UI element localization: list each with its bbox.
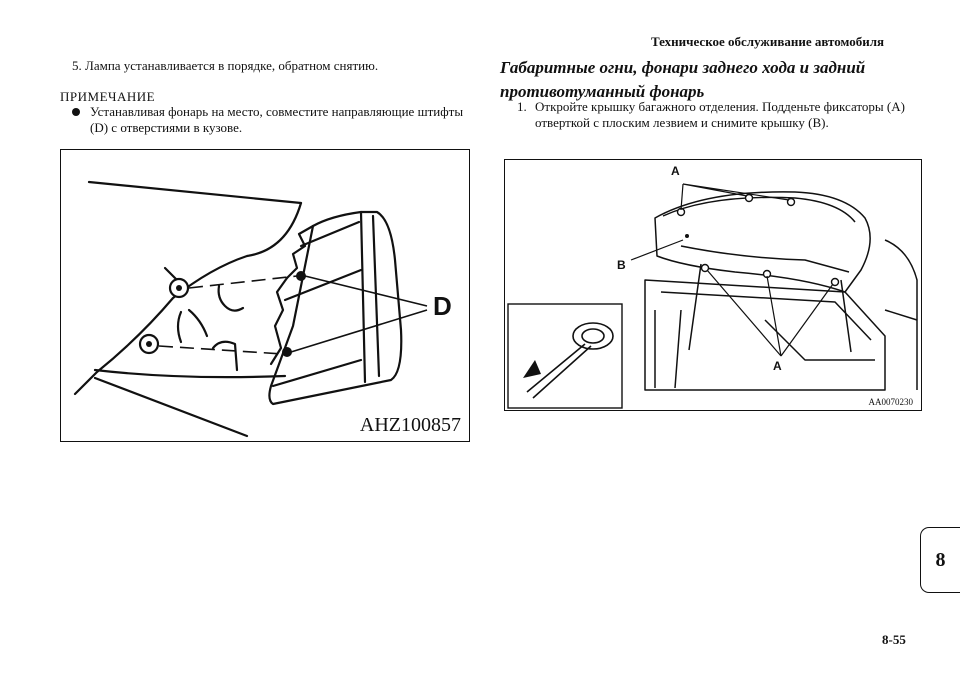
- figure-code-right: AA0070230: [868, 397, 913, 407]
- inset-frame: [508, 304, 622, 408]
- step-1-number: 1.: [517, 99, 527, 114]
- figure-lamp-install: [60, 149, 470, 442]
- bullet-dot-icon: [72, 108, 80, 116]
- section-title: Габаритные огни, фонари заднего хода и задний противотуманный фонарь: [500, 58, 866, 101]
- lamp-install-illustration: [61, 150, 469, 441]
- note-bullet: [72, 104, 472, 136]
- note-heading: ПРИМЕЧАНИЕ: [60, 89, 156, 104]
- page-number: 8-55: [882, 632, 906, 647]
- step-1: [517, 99, 917, 131]
- label-a-bottom: A: [773, 359, 782, 373]
- note-bullet-text: Устанавливая фонарь на место, совместите направляющие штифты (D) с отверстиями в кузове.: [90, 104, 464, 135]
- label-d-pins: D: [433, 291, 452, 321]
- running-header: Техническое обслуживание автомобиля: [651, 34, 885, 49]
- step-1-text: Откройте крышку багажного отделения. Подденьте фиксаторы (A) отверткой с плоским лезвием и снимите крышку (B).: [535, 99, 905, 130]
- figure-trunk-trim: [504, 159, 922, 411]
- figure-code-left: AHZ100857: [359, 414, 461, 436]
- label-a-top: A: [671, 164, 680, 178]
- label-b-cover: B: [617, 258, 626, 272]
- trunk-trim-illustration: [505, 160, 921, 410]
- step-5-text: 5. Лампа устанавливается в порядке, обратном снятию.: [72, 58, 379, 73]
- chapter-tab: 8: [920, 527, 960, 593]
